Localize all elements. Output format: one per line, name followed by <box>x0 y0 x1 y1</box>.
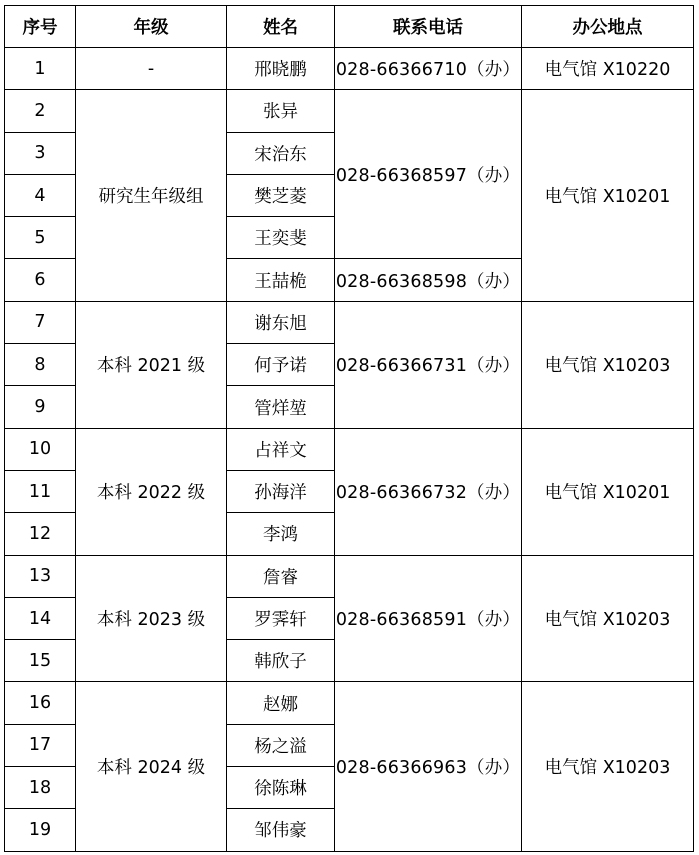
row-index: 5 <box>5 217 76 259</box>
group-phone: 028-66368598（办） <box>335 259 522 301</box>
row-index: 16 <box>5 682 76 724</box>
row-index: 2 <box>5 90 76 132</box>
group-office: 电气馆 X10201 <box>522 428 694 555</box>
group-phone: 028-66366710（办） <box>335 48 522 90</box>
row-name: 李鸿 <box>227 513 335 555</box>
row-index: 19 <box>5 809 76 851</box>
table-row <box>5 428 694 470</box>
row-index: 14 <box>5 597 76 639</box>
header-index: 序号 <box>5 6 76 48</box>
row-name: 徐陈琳 <box>227 767 335 809</box>
group-grade: - <box>76 48 227 90</box>
header-name: 姓名 <box>227 6 335 48</box>
row-name: 谢东旭 <box>227 301 335 343</box>
header-grade: 年级 <box>76 6 227 48</box>
row-index: 9 <box>5 386 76 428</box>
group-phone: 028-66366963（办） <box>335 682 522 851</box>
group-phone: 028-66366732（办） <box>335 428 522 555</box>
group-grade: 本科 2022 级 <box>76 428 227 555</box>
group-phone: 028-66366731（办） <box>335 301 522 428</box>
row-index: 18 <box>5 767 76 809</box>
table-row <box>5 555 694 597</box>
group-phone: 028-66368591（办） <box>335 555 522 682</box>
row-name: 邹伟豪 <box>227 809 335 851</box>
row-name: 樊芝菱 <box>227 174 335 216</box>
table-row <box>5 48 694 90</box>
group-office: 电气馆 X10203 <box>522 301 694 428</box>
table-row <box>5 682 694 724</box>
group-office: 电气馆 X10220 <box>522 48 694 90</box>
contact-table <box>4 5 694 852</box>
row-index: 11 <box>5 470 76 512</box>
row-name: 孙海洋 <box>227 470 335 512</box>
row-name: 詹睿 <box>227 555 335 597</box>
table-row <box>5 90 694 132</box>
row-name: 张异 <box>227 90 335 132</box>
group-grade: 本科 2023 级 <box>76 555 227 682</box>
row-index: 3 <box>5 132 76 174</box>
group-grade: 本科 2024 级 <box>76 682 227 851</box>
header-phone: 联系电话 <box>335 6 522 48</box>
row-index: 7 <box>5 301 76 343</box>
group-grade: 研究生年级组 <box>76 90 227 301</box>
group-phone: 028-66368597（办） <box>335 90 522 259</box>
header-row <box>5 6 694 48</box>
group-grade: 本科 2021 级 <box>76 301 227 428</box>
table-row <box>5 301 694 343</box>
row-index: 1 <box>5 48 76 90</box>
row-name: 王奕斐 <box>227 217 335 259</box>
row-index: 17 <box>5 724 76 766</box>
row-name: 占祥文 <box>227 428 335 470</box>
row-name: 杨之溢 <box>227 724 335 766</box>
row-name: 罗霁轩 <box>227 597 335 639</box>
row-name: 韩欣子 <box>227 640 335 682</box>
row-index: 12 <box>5 513 76 555</box>
row-index: 15 <box>5 640 76 682</box>
row-name: 宋治东 <box>227 132 335 174</box>
row-index: 8 <box>5 344 76 386</box>
row-name: 王喆桅 <box>227 259 335 301</box>
row-name: 何予诺 <box>227 344 335 386</box>
row-index: 6 <box>5 259 76 301</box>
row-name: 赵娜 <box>227 682 335 724</box>
group-office: 电气馆 X10201 <box>522 90 694 301</box>
group-office: 电气馆 X10203 <box>522 682 694 851</box>
row-index: 10 <box>5 428 76 470</box>
row-index: 4 <box>5 174 76 216</box>
header-office: 办公地点 <box>522 6 694 48</box>
row-name: 邢晓鹏 <box>227 48 335 90</box>
row-name: 管烊堃 <box>227 386 335 428</box>
group-office: 电气馆 X10203 <box>522 555 694 682</box>
row-index: 13 <box>5 555 76 597</box>
